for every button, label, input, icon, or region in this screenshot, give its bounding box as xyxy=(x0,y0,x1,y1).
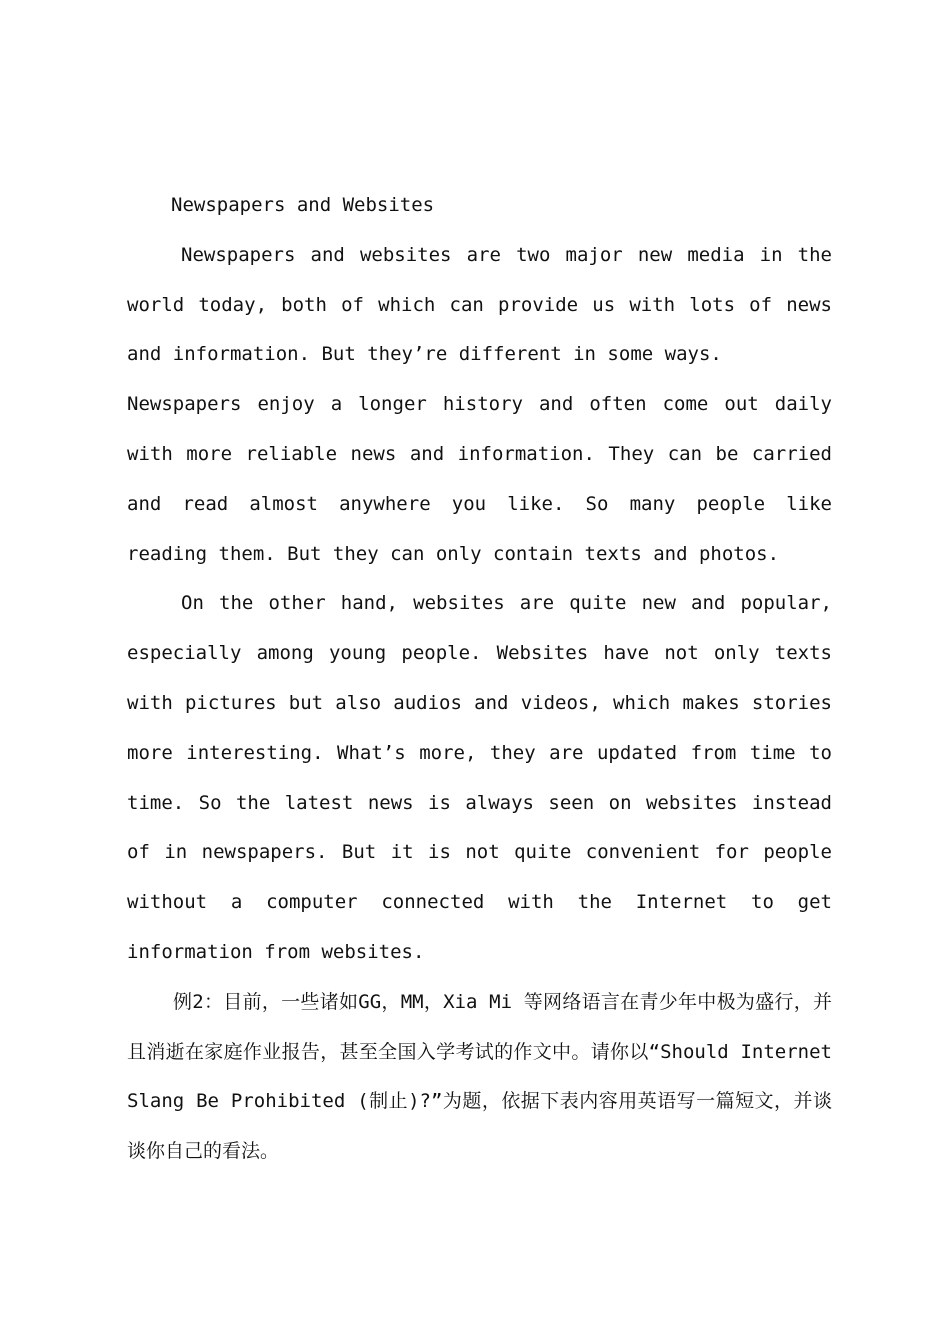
essay-title: Newspapers and Websites xyxy=(171,194,435,216)
paragraph-example-2: 例2：目前，一些诸如GG，MM，Xia Mi 等网络语言在青少年中极为盛行，并且消逝在家庭作业报告，甚至全国入学考试的作文中。请你以“Should Internet Slang Be Prohibited (制止)?”为题，依据下表内容用英语写一篇短文，并谈谈你自己的看法。 xyxy=(127,990,832,1163)
document-body xyxy=(127,181,832,1177)
paragraph-newspapers: Newspapers enjoy a longer history and often come out daily with more reliable news and information. They can be carried and read almost anywhere you like. So many people like reading them. But they can only contain texts and photos. xyxy=(127,393,832,565)
paragraph-websites: On the other hand, websites are quite new and popular, especially among young people. Websites have not only texts with pictures but also audios and videos, which makes stories more interesting. What’s more, they are updated from time to time. So the latest news is always seen on websites instead of in newspapers. But it is not quite convenient for people without a computer connected with the Internet to get information from websites. xyxy=(127,592,832,963)
paragraph-intro: Newspapers and websites are two major new media in the world today, both of which can provide us with lots of news and information. But they’re different in some ways. xyxy=(127,243,832,366)
